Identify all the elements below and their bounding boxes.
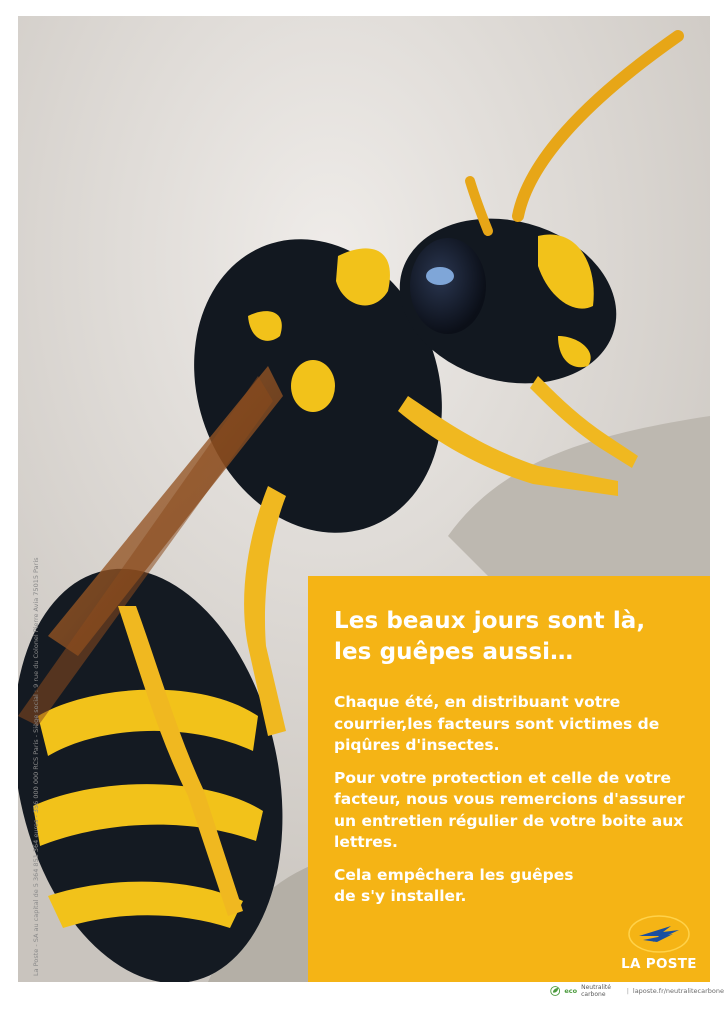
headline-line-2: les guêpes aussi…: [334, 639, 574, 665]
headline-line-1: Les beaux jours sont là,: [334, 608, 646, 634]
footer-url[interactable]: laposte.fr/neutralitecarbone: [632, 987, 724, 995]
paragraph-summer: Chaque été, en distribuant votre courrier,les facteurs sont victimes de piqûres d'insectes.: [334, 693, 660, 754]
la-poste-bird-logo-icon: [627, 914, 691, 954]
paragraph-maintenance: Pour votre protection et celle de votre facteur, nous vous remercions d'assurer un entretien régulier de votre boite aux lettres.: [334, 768, 685, 851]
footer: [550, 982, 724, 1000]
eco-label: eco: [564, 987, 578, 995]
footer-separator: |: [626, 987, 629, 995]
brand-block: [604, 914, 710, 972]
message-panel: [308, 576, 710, 982]
poster: [18, 16, 710, 982]
brand-name: LA POSTE: [621, 956, 697, 972]
paragraph-prevent: Cela empêchera les guêpes de s'y installer.: [334, 865, 574, 905]
legal-notice: La Poste - SA au capital de 5 364 851 364 euros - 356 000 000 RCS Paris - Siège social : 9 rue du Colonel Pierre Avia 75015 Paris: [32, 557, 40, 976]
leaf-icon: [550, 984, 560, 998]
carbon-label: Neutralité carbone: [581, 984, 611, 998]
headline: [334, 606, 706, 668]
